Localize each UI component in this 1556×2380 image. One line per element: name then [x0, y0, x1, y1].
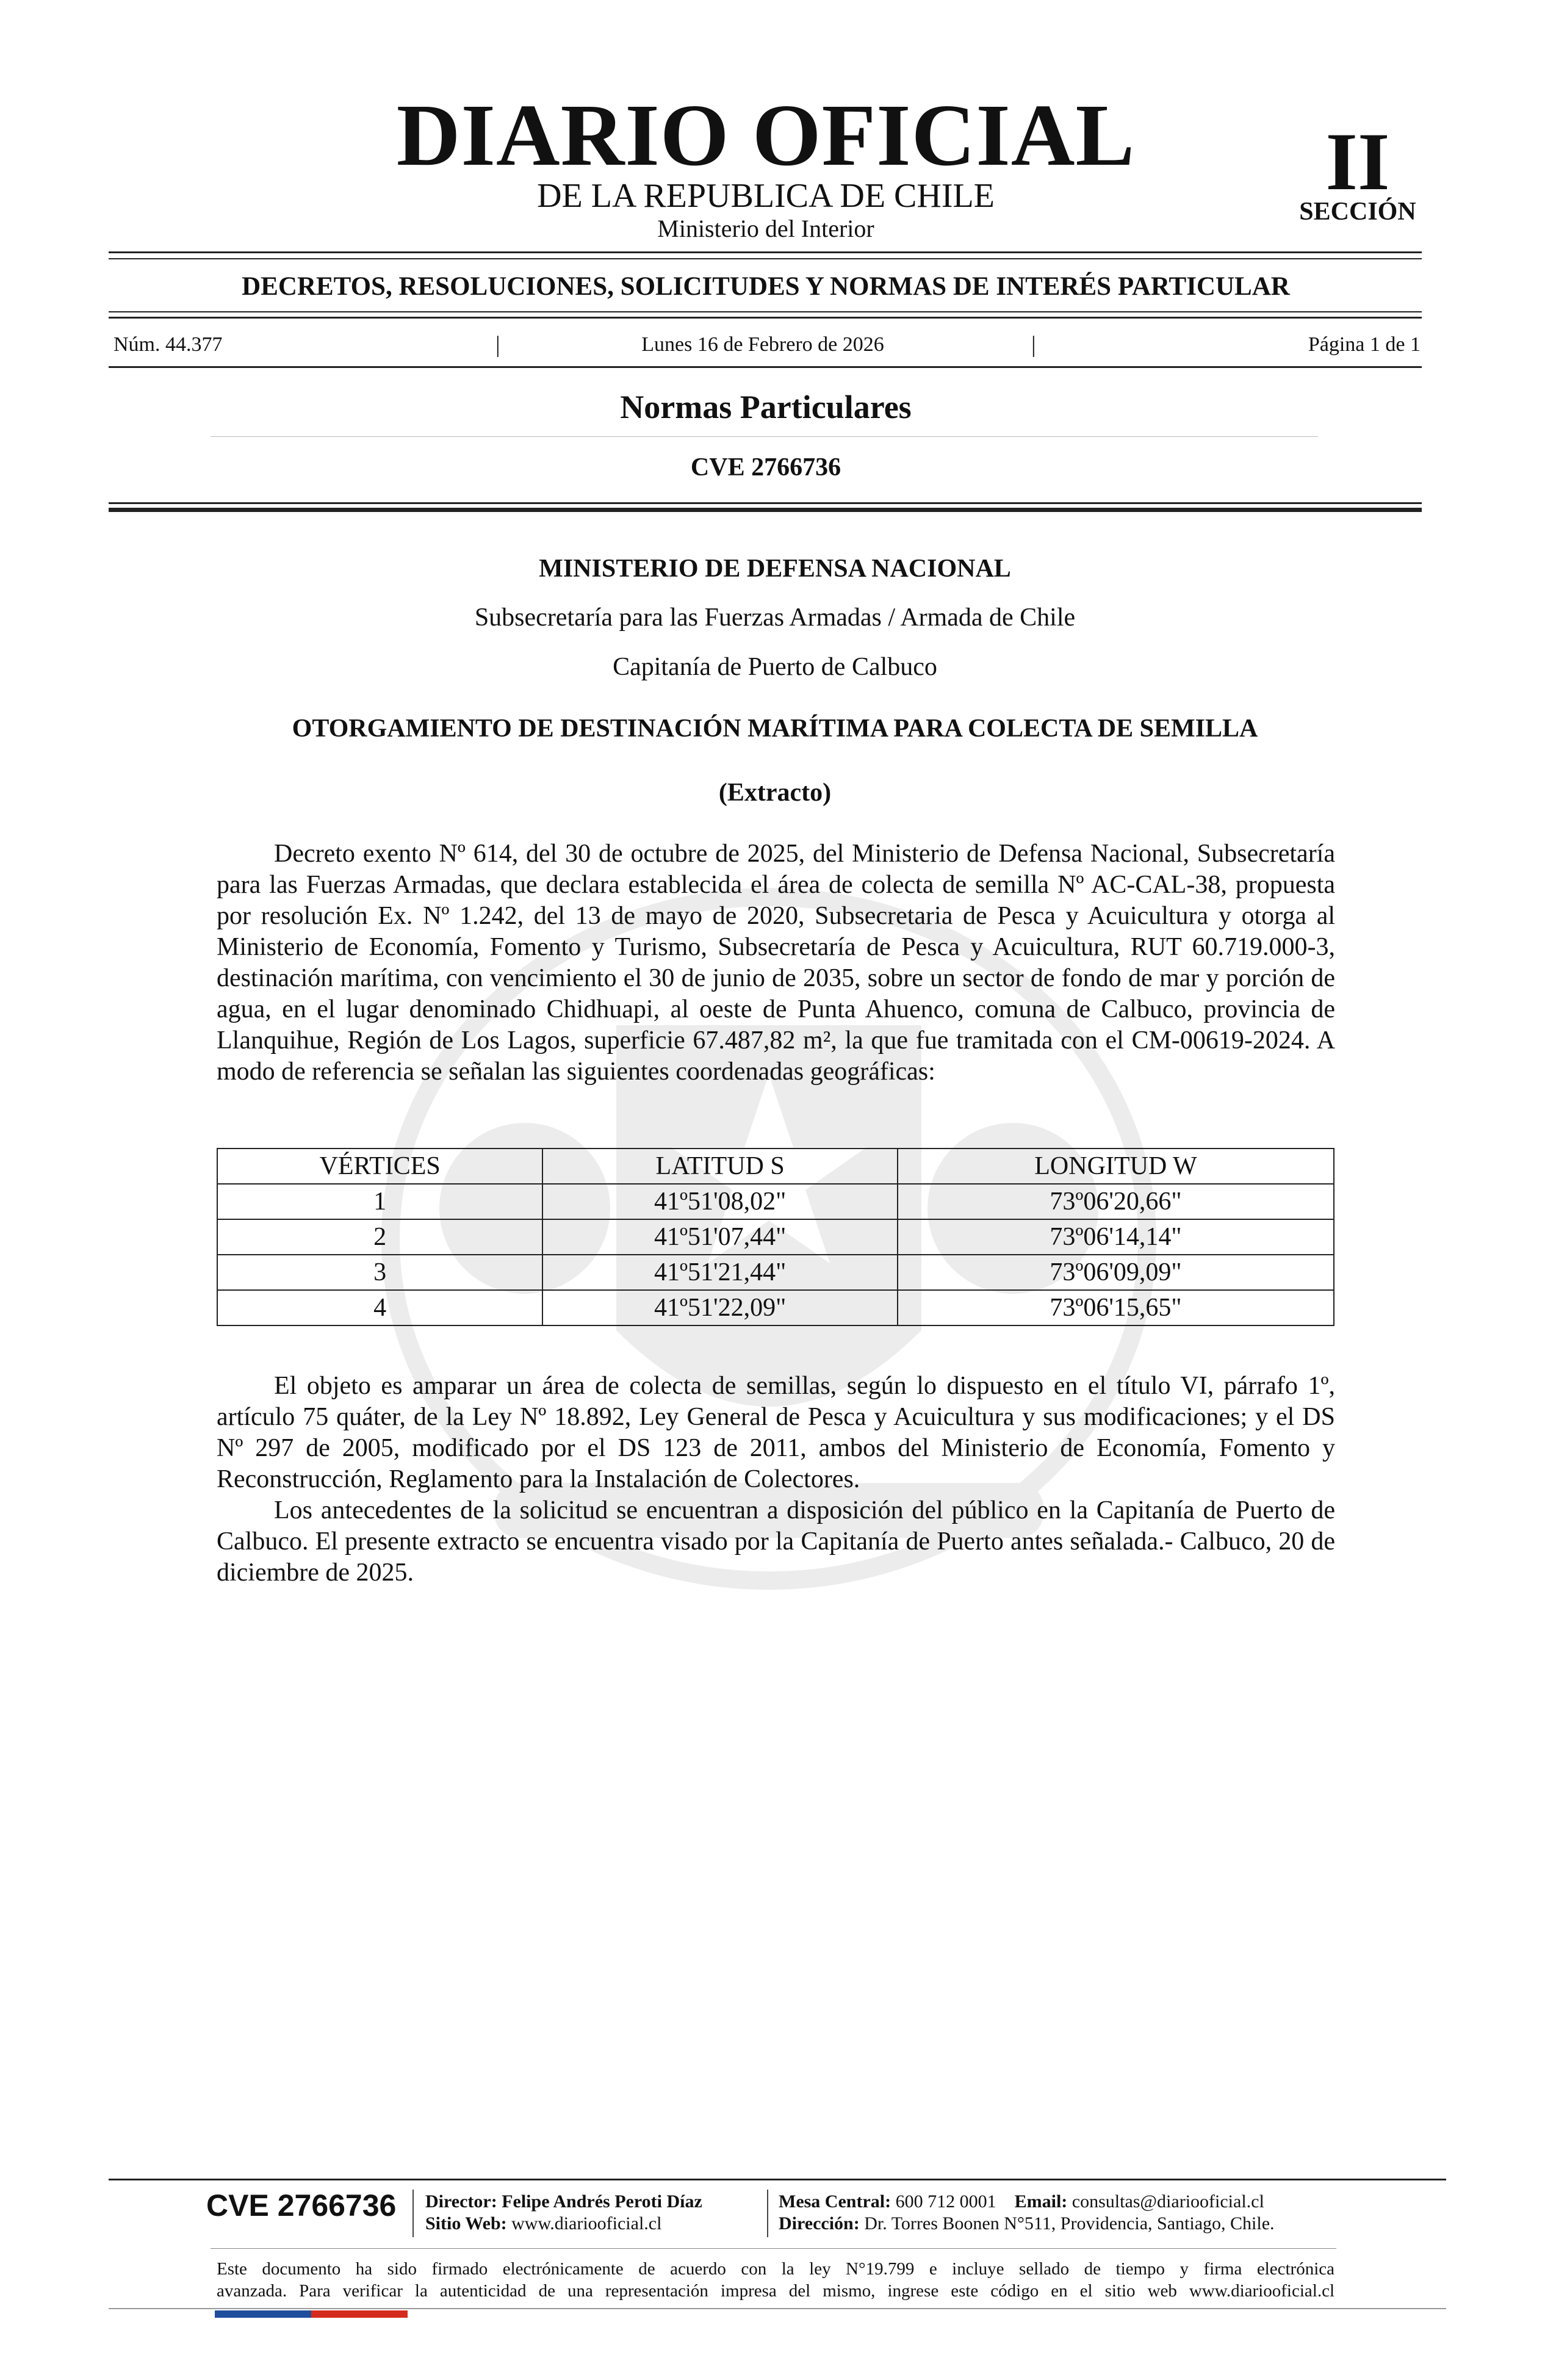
footer-cve: CVE 2766736: [206, 2188, 397, 2223]
table-row: [217, 1184, 1334, 1219]
office-line: Capitanía de Puerto de Calbuco: [613, 653, 937, 681]
section-title-underline: [211, 436, 1318, 437]
legal-note-line: Este documento ha sido firmado electrónicamente de acuerdo con la ley N°19.799 e incluye sellado de tiempo y firma electrónica: [217, 2259, 1334, 2279]
address-label: Dirección:: [779, 2213, 860, 2234]
body-paragraph: El objeto es amparar un área de colecta de semillas, según lo dispuesto en el título VI, párrafo 1º, artículo 75 quáter, de la Ley Nº 18.892, Ley General de Pesca y Acuicultura y sus modificaciones; y el DS Nº 297 de 2005, modificado por el DS 123 de 2011, ambos del Ministerio de Economía, Fomento y Reconstrucción, Reglamento para la Instalación de Colectores.: [217, 1372, 1335, 1493]
phone-value: 600 712 0001: [895, 2191, 996, 2212]
section-title: Normas Particulares: [620, 389, 912, 425]
table-row: [217, 1255, 1334, 1290]
footer-divider: [412, 2190, 414, 2237]
meta-separator: |: [1031, 332, 1036, 358]
footer-legal-note: [217, 2258, 1334, 2302]
section-rule-top: [109, 502, 1422, 504]
email-label: Email:: [1014, 2191, 1068, 2212]
meta-rule: [109, 366, 1422, 368]
body-paragraph: Los antecedentes de la solicitud se encuentran a disposición del público en la Capitanía de Puerto de Calbuco. El presente extracto se encuentra visado por la Capitanía de Puerto antes señalada.- Calbuco, 20 de diciembre de 2025.: [217, 1496, 1335, 1587]
subsecretary-line: Subsecretaría para las Fuerzas Armadas / Armada de Chile: [474, 604, 1076, 632]
footer-rule-bottom: [109, 2308, 1446, 2309]
table-header-cell: LATITUD S: [542, 1149, 898, 1184]
body-paragraph: Decreto exento Nº 614, del 30 de octubre de 2025, del Ministerio de Defensa Nacional, Subsecretaría para las Fuerzas Armadas, que declara establecida el área de colecta de semilla Nº AC-CAL-38, propuesta por resolución Ex. Nº 1.242, del 13 de mayo de 2020, Subsecretaria de Pesca y Acuicultura y otorga al Ministerio de Economía, Fomento y Turismo, Subsecretaría de Pesca y Acuicultura, RUT 60.719.000-3, destinación marítima, con vencimiento el 30 de junio de 2035, sobre un sector de fondo de mar y porción de agua, en el lugar denominado Chidhuapi, al oeste de Punta Ahuenco, comuna de Calbuco, provincia de Llanquihue, Región de Los Lagos, superficie 67.487,82 m², la que fue tramitada con el CM-00619-2024. A modo de referencia se señalan las siguientes coordenadas geográficas:: [217, 840, 1335, 1086]
body-paragraph-2-container: [217, 1371, 1335, 1588]
meta-separator: |: [495, 332, 500, 358]
section-cve: CVE 2766736: [690, 453, 841, 481]
masthead-rule-bottom: [109, 258, 1422, 259]
notice-subtitle: (Extracto): [718, 779, 832, 807]
table-cell: 41º51'21,44": [542, 1255, 898, 1290]
category-heading: DECRETOS, RESOLUCIONES, SOLICITUDES Y NORMAS DE INTERÉS PARTICULAR: [242, 272, 1290, 301]
phone-label: Mesa Central:: [779, 2191, 891, 2212]
newspaper-subtitle: DE LA REPUBLICA DE CHILE: [537, 177, 995, 215]
category-rule-bottom: [109, 317, 1422, 319]
category-rule-top: [109, 311, 1422, 312]
table-header-cell: VÉRTICES: [217, 1149, 542, 1184]
section-label: SECCIÓN: [1299, 198, 1416, 226]
coordinates-table: [217, 1148, 1334, 1326]
table-cell: 4: [217, 1290, 542, 1325]
newspaper-title: DIARIO OFICIAL: [396, 87, 1136, 184]
ministry-heading: MINISTERIO DE DEFENSA NACIONAL: [539, 555, 1011, 583]
table-cell: 73º06'20,66": [898, 1184, 1334, 1219]
footer-director-block: [425, 2191, 702, 2235]
flag-stripe-blue: [215, 2310, 311, 2318]
flag-stripe-red: [311, 2310, 408, 2318]
footer-rule-top: [109, 2179, 1446, 2180]
website-link[interactable]: www.diariooficial.cl: [511, 2213, 662, 2234]
notice-title: OTORGAMIENTO DE DESTINACIÓN MARÍTIMA PARA COLECTA DE SEMILLA: [292, 715, 1258, 743]
website-label: Sitio Web:: [425, 2213, 507, 2234]
section-rule-bottom: [109, 508, 1422, 512]
table-cell: 2: [217, 1219, 542, 1255]
footer-rule-middle: [211, 2248, 1336, 2249]
address-value: Dr. Torres Boonen N°511, Providencia, Santiago, Chile.: [864, 2213, 1275, 2234]
table-row: [217, 1290, 1334, 1325]
director-name: Felipe Andrés Peroti Díaz: [502, 2191, 702, 2212]
email-link[interactable]: consultas@diariooficial.cl: [1072, 2191, 1264, 2212]
newspaper-ministry: Ministerio del Interior: [657, 215, 874, 242]
table-cell: 73º06'09,09": [898, 1255, 1334, 1290]
issue-date: Lunes 16 de Febrero de 2026: [641, 333, 884, 356]
table-row: [217, 1219, 1334, 1255]
table-cell: 73º06'15,65": [898, 1290, 1334, 1325]
page-number: Página 1 de 1: [1308, 333, 1421, 356]
table-cell: 41º51'07,44": [542, 1219, 898, 1255]
legal-note-line: avanzada. Para verificar la autenticidad de una representación impresa del mismo, ingrese este código en el sitio web www.diariooficial.cl: [217, 2281, 1334, 2301]
masthead-rule-top: [109, 251, 1422, 253]
footer-contact-block: [779, 2191, 1275, 2235]
table-cell: 73º06'14,14": [898, 1219, 1334, 1255]
table-header-row: [217, 1149, 1334, 1184]
table-cell: 3: [217, 1255, 542, 1290]
table-cell: 1: [217, 1184, 542, 1219]
director-label: Director:: [425, 2191, 497, 2212]
issue-number: Núm. 44.377: [113, 333, 223, 356]
table-header-cell: LONGITUD W: [898, 1149, 1334, 1184]
body-paragraph-1-container: [217, 838, 1335, 1087]
section-number: II: [1325, 117, 1390, 207]
footer-divider: [767, 2190, 768, 2237]
table-cell: 41º51'08,02": [542, 1184, 898, 1219]
table-cell: 41º51'22,09": [542, 1290, 898, 1325]
